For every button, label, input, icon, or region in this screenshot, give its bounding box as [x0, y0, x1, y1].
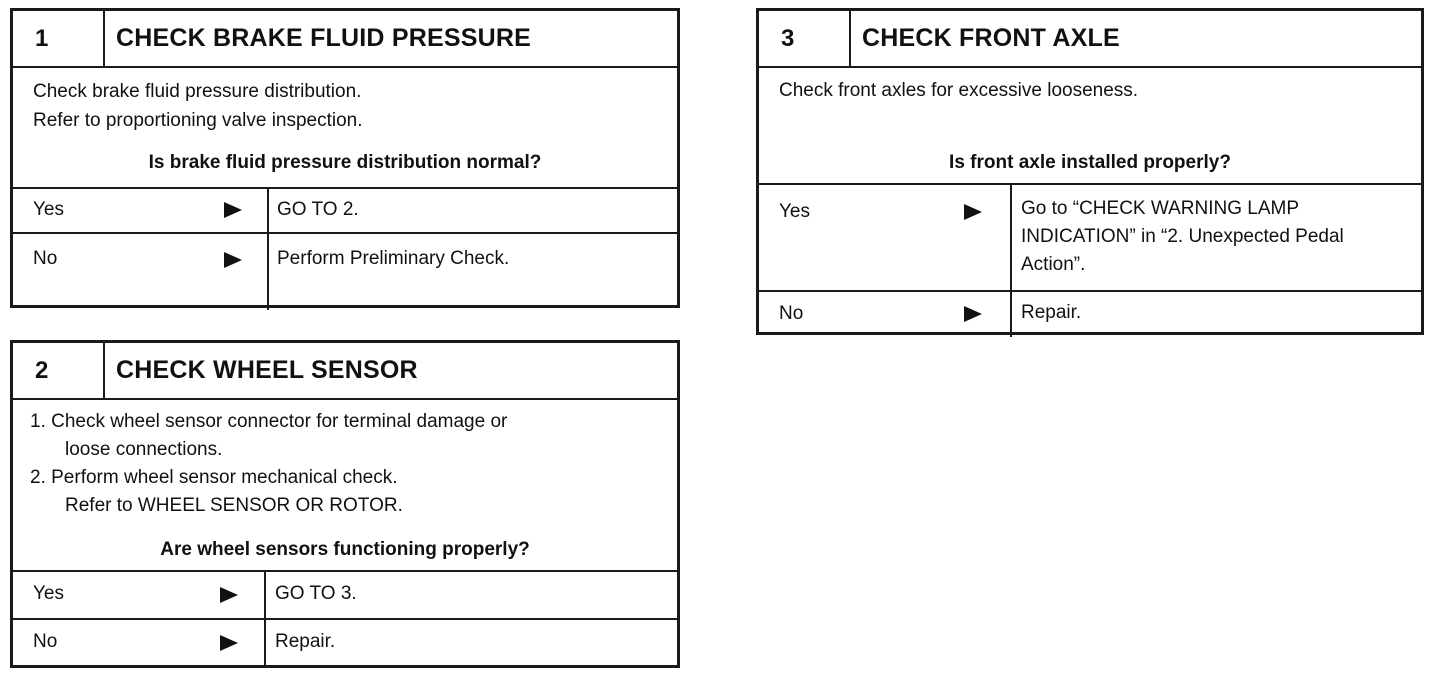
- answer-row-no: [759, 290, 1421, 337]
- answer-label: Yes: [779, 201, 810, 222]
- right-triangle-arrow-icon: [964, 306, 982, 322]
- right-triangle-arrow-icon: [220, 635, 238, 651]
- column-divider: [1010, 292, 1012, 337]
- answer-label: No: [33, 631, 58, 652]
- instruction-line: 1. Check wheel sensor connector for terminal damage or: [30, 411, 508, 432]
- step-question: Is front axle installed properly?: [949, 152, 1231, 173]
- column-divider: [267, 189, 269, 232]
- step-number: 1: [13, 11, 105, 66]
- answer-result: Repair.: [275, 631, 336, 652]
- column-divider: [267, 234, 269, 310]
- step-question: Is brake fluid pressure distribution normal?: [148, 152, 542, 173]
- answer-row-yes: [759, 185, 1421, 290]
- step-instructions: [13, 68, 677, 189]
- instruction-line: Refer to WHEEL SENSOR OR ROTOR.: [65, 495, 403, 516]
- answer-result: Action”.: [1021, 254, 1086, 275]
- answer-label: No: [33, 248, 58, 269]
- answer-result: Go to “CHECK WARNING LAMP: [1021, 198, 1300, 219]
- step-header: [13, 11, 677, 68]
- step-number: 3: [759, 11, 851, 66]
- column-divider: [1010, 185, 1012, 290]
- step-header: [13, 343, 677, 400]
- answer-row-no: [13, 618, 677, 667]
- answer-result: GO TO 3.: [275, 583, 357, 604]
- step-title: CHECK BRAKE FLUID PRESSURE: [116, 24, 531, 52]
- right-triangle-arrow-icon: [224, 252, 242, 268]
- answer-result: Repair.: [1021, 302, 1082, 323]
- instruction-line: 2. Perform wheel sensor mechanical check.: [30, 467, 398, 488]
- step-header: [759, 11, 1421, 68]
- right-triangle-arrow-icon: [220, 587, 238, 603]
- instruction-line: Check brake fluid pressure distribution.: [33, 81, 362, 102]
- answer-row-yes: [13, 572, 677, 618]
- answer-result: INDICATION” in “2. Unexpected Pedal: [1021, 226, 1344, 247]
- step-title: CHECK FRONT AXLE: [862, 24, 1120, 52]
- column-divider: [264, 620, 266, 667]
- answer-row-yes: [13, 189, 677, 232]
- column-divider: [264, 572, 266, 618]
- answer-result: GO TO 2.: [277, 199, 359, 220]
- instruction-line: Refer to proportioning valve inspection.: [33, 110, 363, 131]
- right-triangle-arrow-icon: [964, 204, 982, 220]
- step-title: CHECK WHEEL SENSOR: [116, 356, 418, 384]
- instruction-line: Check front axles for excessive looseness.: [779, 80, 1139, 101]
- answer-result: Perform Preliminary Check.: [277, 248, 510, 269]
- step-box-2: [10, 340, 680, 668]
- step-box-1: [10, 8, 680, 308]
- step-number: 2: [13, 343, 105, 398]
- instruction-line: loose connections.: [65, 439, 223, 460]
- answer-label: No: [779, 303, 804, 324]
- step-instructions: [759, 68, 1421, 185]
- step-question: Are wheel sensors functioning properly?: [160, 539, 530, 560]
- answer-label: Yes: [33, 199, 64, 220]
- right-triangle-arrow-icon: [224, 202, 242, 218]
- answer-label: Yes: [33, 583, 64, 604]
- step-box-3: [756, 8, 1424, 335]
- answer-row-no: [13, 232, 677, 310]
- step-instructions: [13, 400, 677, 572]
